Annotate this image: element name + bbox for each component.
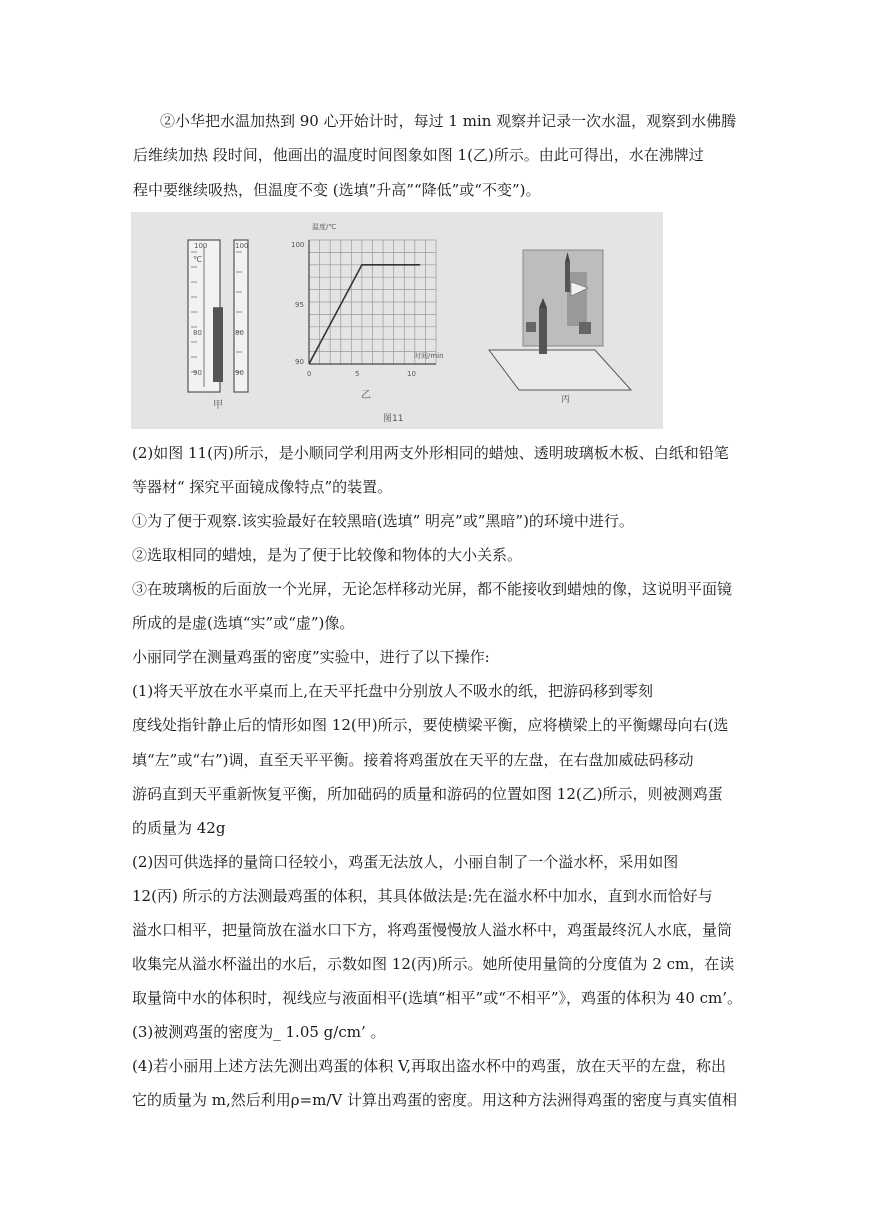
text-line: 游码直到天平重新恢复平衡，所加础码的质量和游码的位置如图 12(乙)所示，则被测鸡蛋 (132, 785, 723, 803)
text-line: 后维续加热 段时间，他画出的温度时间图象如图 1(乙)所示。由此可得出，水在沸牌过 (133, 146, 704, 164)
graph-xtick: 10 (407, 370, 416, 378)
mirror-setup-bing (489, 250, 631, 405)
graph-ytick: 90 (295, 358, 304, 366)
text-line: (4)若小丽用上述方法先测出鸡蛋的体积 V,再取出盗水杯中的鸡蛋，放在天平的左盘，称出 (132, 1057, 726, 1075)
text-line: ③在玻璃板的后面放一个光屏，无论怎样移动光屏，都不能接收到蜡烛的像，这说明平面镜 (132, 580, 733, 598)
thermometer-tick-right-top: 100 (235, 242, 249, 250)
text-line: (1)将天平放在水平桌而上,在天平托盘中分别放人不吸水的纸，把游码移到零刻 (132, 682, 654, 700)
text-line: 取量筒中水的体积时，视线应与液面相平(选填“相平”或“不相平”》，鸡蛋的体积为 40 cm’。 (132, 989, 743, 1007)
label-yi: 乙 (361, 390, 371, 401)
thermometer-tick-left-top: 100 (194, 242, 208, 250)
graph-xlabel: 时间/min (414, 352, 444, 360)
figure-svg (131, 212, 663, 429)
text-line: 收集完从溢水杯溢出的水后，示数如图 12(丙)所示。她所使用量筒的分度值为 2 cm，在读 (132, 955, 735, 973)
text-line: 等器材“ 探究平面镜成像特点”的装置。 (132, 478, 393, 496)
text-line: 程中要继续吸热，但温度不变 (选填”升高”“降低”或“不变”)。 (133, 181, 541, 199)
graph-yi (291, 222, 444, 424)
text-line: (3)被测鸡蛋的密度为_ 1.05 g/cm’ 。 (132, 1023, 386, 1041)
thermometer-liquid (213, 307, 223, 382)
graph-ylabel: 温度/℃ (312, 223, 337, 231)
thermometer-jia (188, 240, 248, 411)
text-line: ②选取相同的蜡烛，是为了便于比较像和物体的大小关系。 (132, 546, 523, 564)
figure-caption: 图11 (383, 414, 404, 424)
text-line: 的质量为 42g (132, 819, 226, 837)
label-bing: 丙 (561, 395, 571, 405)
thermometer-unit: ℃ (193, 255, 202, 264)
text-line: 填“左”或“右”)调，直至天平平衡。接着将鸡蛋放在天平的左盘，在右盘加威砝码移动 (132, 751, 694, 769)
text-line: (2)如图 11(丙)所示，是小顺同学利用两支外形相同的蜡烛、透明玻璃板木板、白纸和铅笔 (132, 444, 729, 462)
text-line: 它的质量为 m,然后利用ρ=m/V 计算出鸡蛋的密度。用这种方法洲得鸡蛋的密度与真实值相 (132, 1091, 738, 1109)
text-line: 溢水口相平，把量筒放在溢水口下方，将鸡蛋慢慢放人溢水杯中，鸡蛋最终沉人水底，量筒 (132, 921, 733, 939)
label-jia: 甲 (213, 400, 223, 411)
graph-ytick: 95 (295, 301, 304, 309)
text-line: ②小华把水温加热到 90 心开始计时，每过 1 min 观察并记录一次水温，观察到水佛腾 (160, 112, 737, 130)
figure-11 (131, 212, 663, 429)
thermometer-tick-left-mid: 80 (193, 329, 202, 337)
text-line: (2)因可供选择的量筒口径较小，鸡蛋无法放人，小丽自制了一个溢水杯，采用如图 (132, 853, 679, 871)
text-line: ①为了便于观察.该实验最好在较黑暗(选填” 明亮”或”黑暗”)的环境中进行。 (132, 512, 634, 530)
graph-xtick: 0 (307, 370, 312, 378)
text-line: 度线处指针静止后的情形如图 12(甲)所示，要使横梁平衡，应将横梁上的平衡螺母向右(选 (132, 716, 729, 734)
thermometer-tick-left-bottom: 90 (193, 369, 202, 377)
graph-xtick: 5 (355, 370, 360, 378)
thermometer-tick-right-mid: 80 (235, 329, 244, 337)
text-line: 小丽同学在测量鸡蛋的密度”实验中，进行了以下操作: (132, 648, 490, 666)
text-line: 12(丙) 所示的方法测最鸡蛋的体积，其具体做法是:先在溢水杯中加水，直到水而恰好与 (132, 887, 713, 905)
graph-ytick: 100 (291, 241, 305, 249)
thermometer-tick-right-bottom: 90 (235, 369, 244, 377)
text-line: 所成的是虚(选填“实”或“虚”)像。 (132, 614, 355, 632)
